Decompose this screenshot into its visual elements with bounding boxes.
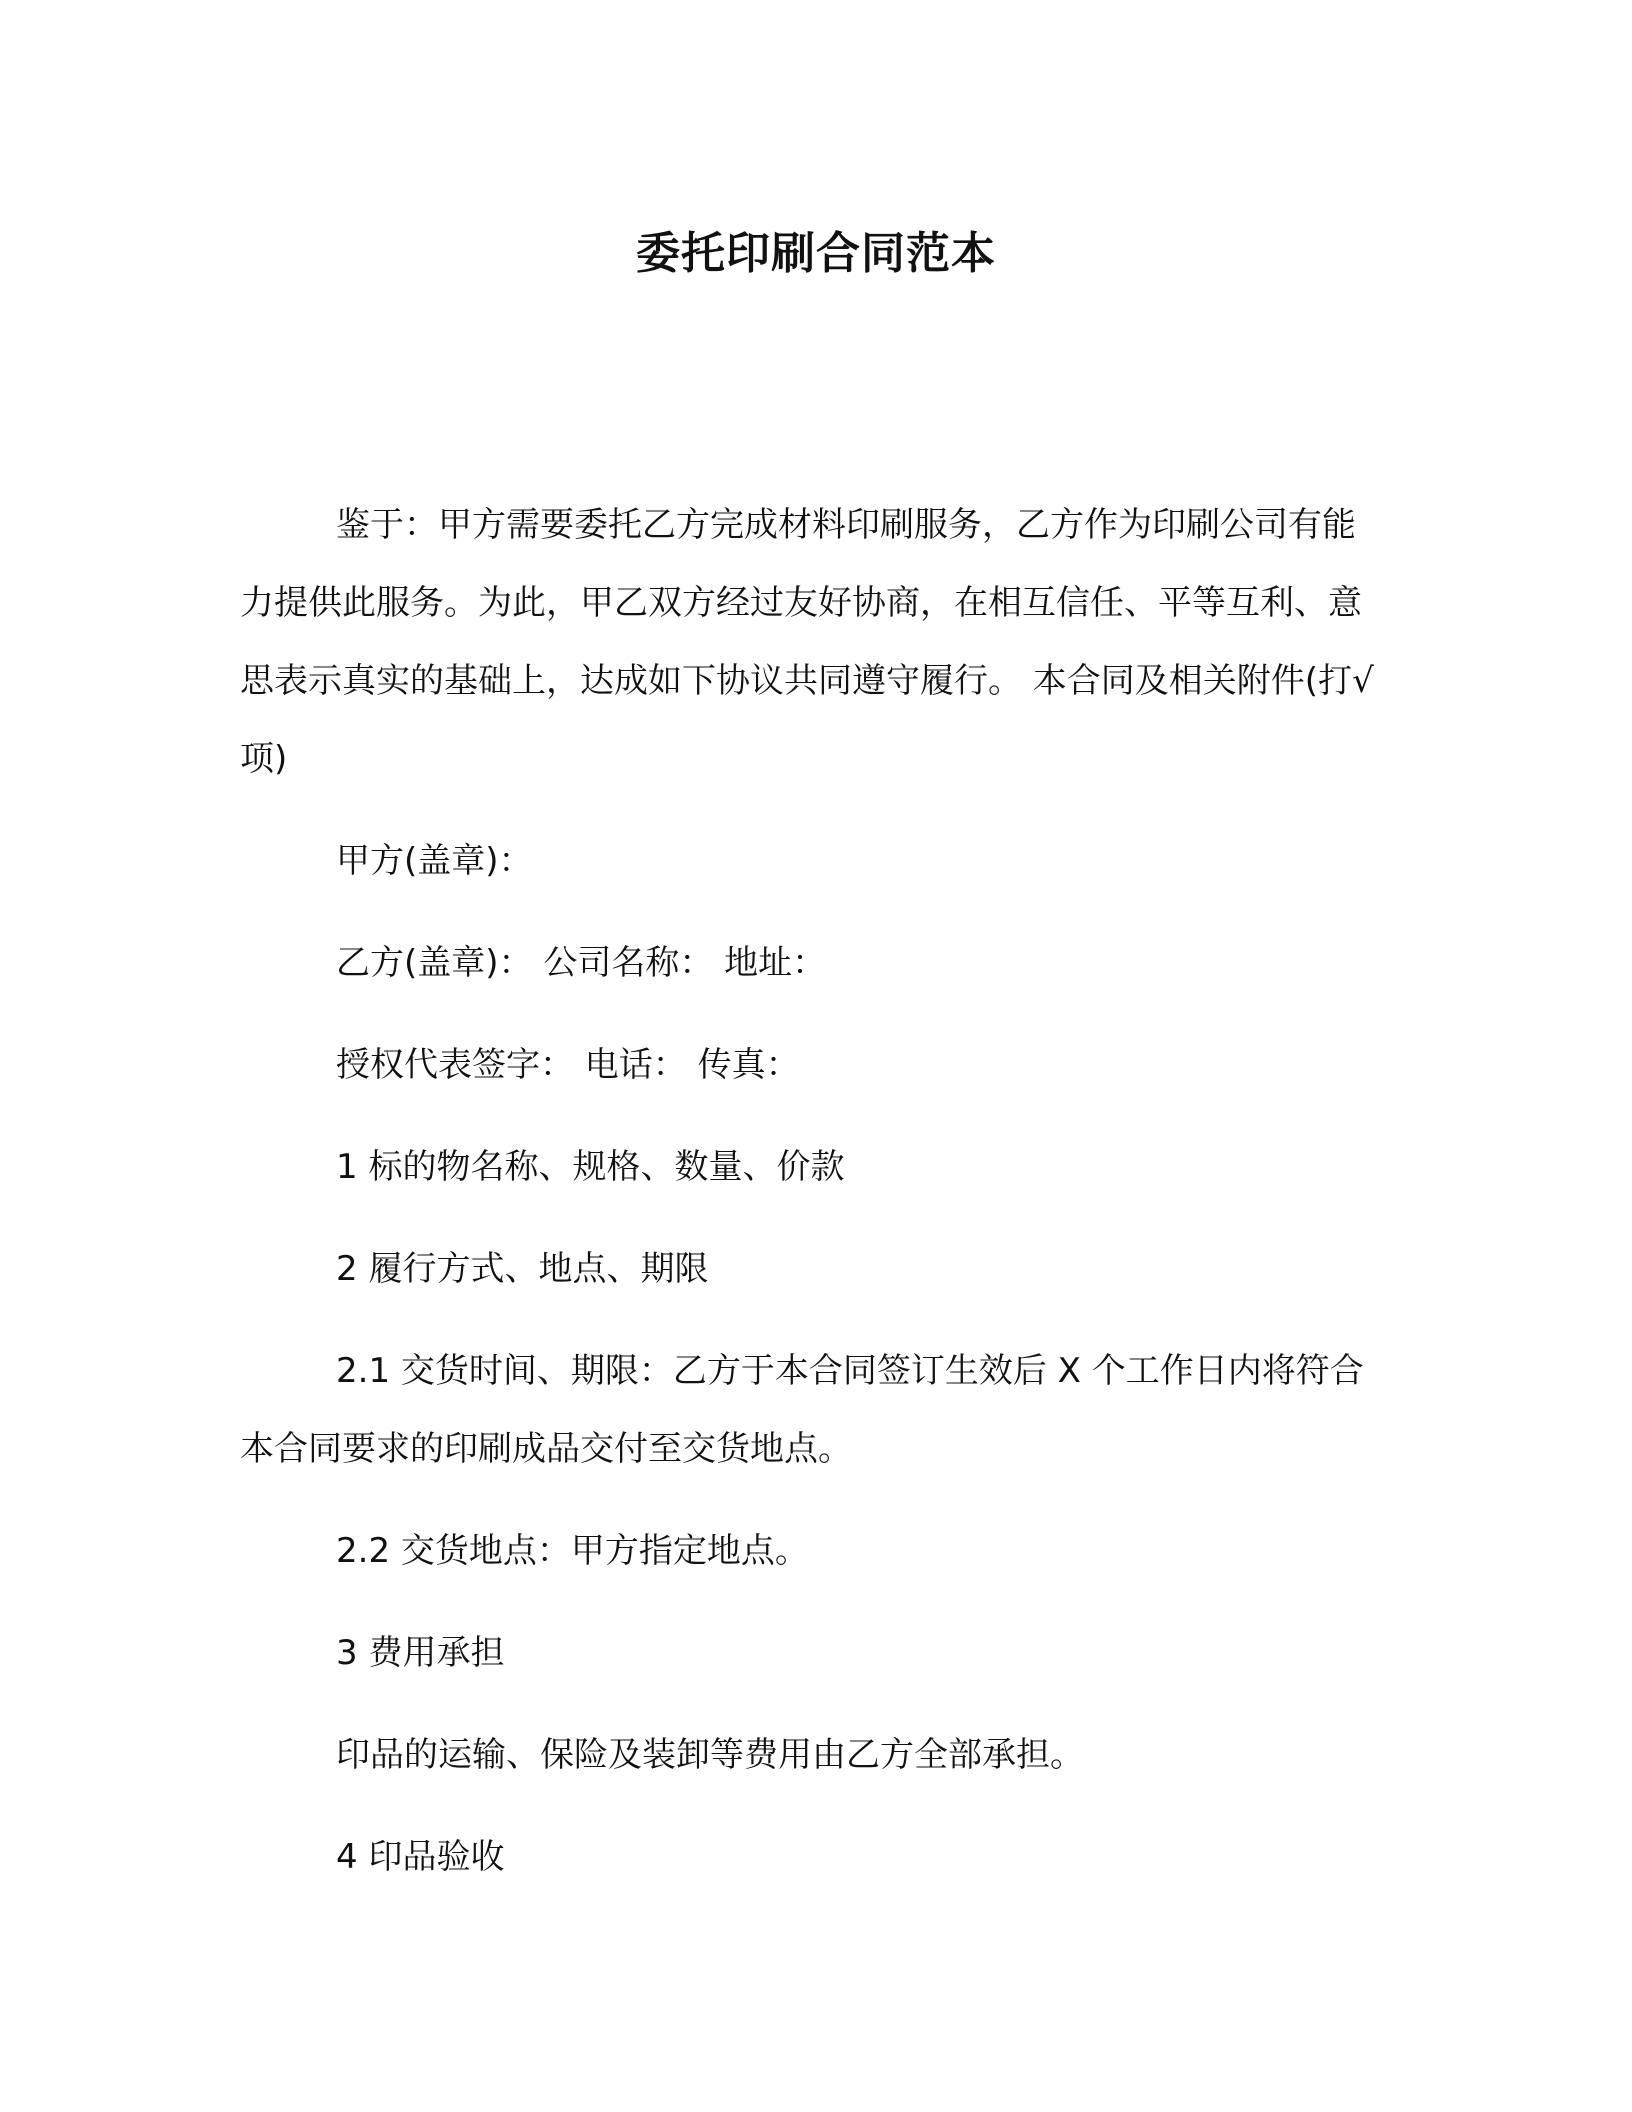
section-3-heading: 3 费用承担: [336, 1633, 505, 1673]
document-title: 委托印刷合同范本: [636, 228, 996, 279]
section-2-heading: 2 履行方式、地点、期限: [336, 1249, 709, 1289]
section-1-heading: 1 标的物名称、规格、数量、价款: [336, 1147, 845, 1187]
party-b-line: 乙方(盖章)： 公司名称： 地址：: [336, 943, 827, 983]
section-3-text: 印品的运输、保险及装卸等费用由乙方全部承担。: [336, 1735, 1084, 1775]
preamble-paragraph: 鉴于：甲方需要委托乙方完成材料印刷服务，乙方作为印刷公司有能力提供此服务。为此，甲乙双方经过友好协商，在相互信任、平等互利、意思表示真实的基础上，达成如下协议共同遵守履行。 本合同及相关附件(打√项): [240, 505, 1374, 779]
section-4-heading: 4 印品验收: [336, 1837, 505, 1877]
clause-2-1: 2.1 交货时间、期限：乙方于本合同签订生效后 X 个工作日内将符合本合同要求的印刷成品交付至交货地点。: [240, 1351, 1364, 1469]
document-body: [240, 486, 1380, 1896]
party-a-line: 甲方(盖章)：: [336, 841, 533, 881]
representative-line: 授权代表签字： 电话： 传真：: [336, 1045, 800, 1085]
clause-2-2: 2.2 交货地点：甲方指定地点。: [336, 1531, 809, 1571]
